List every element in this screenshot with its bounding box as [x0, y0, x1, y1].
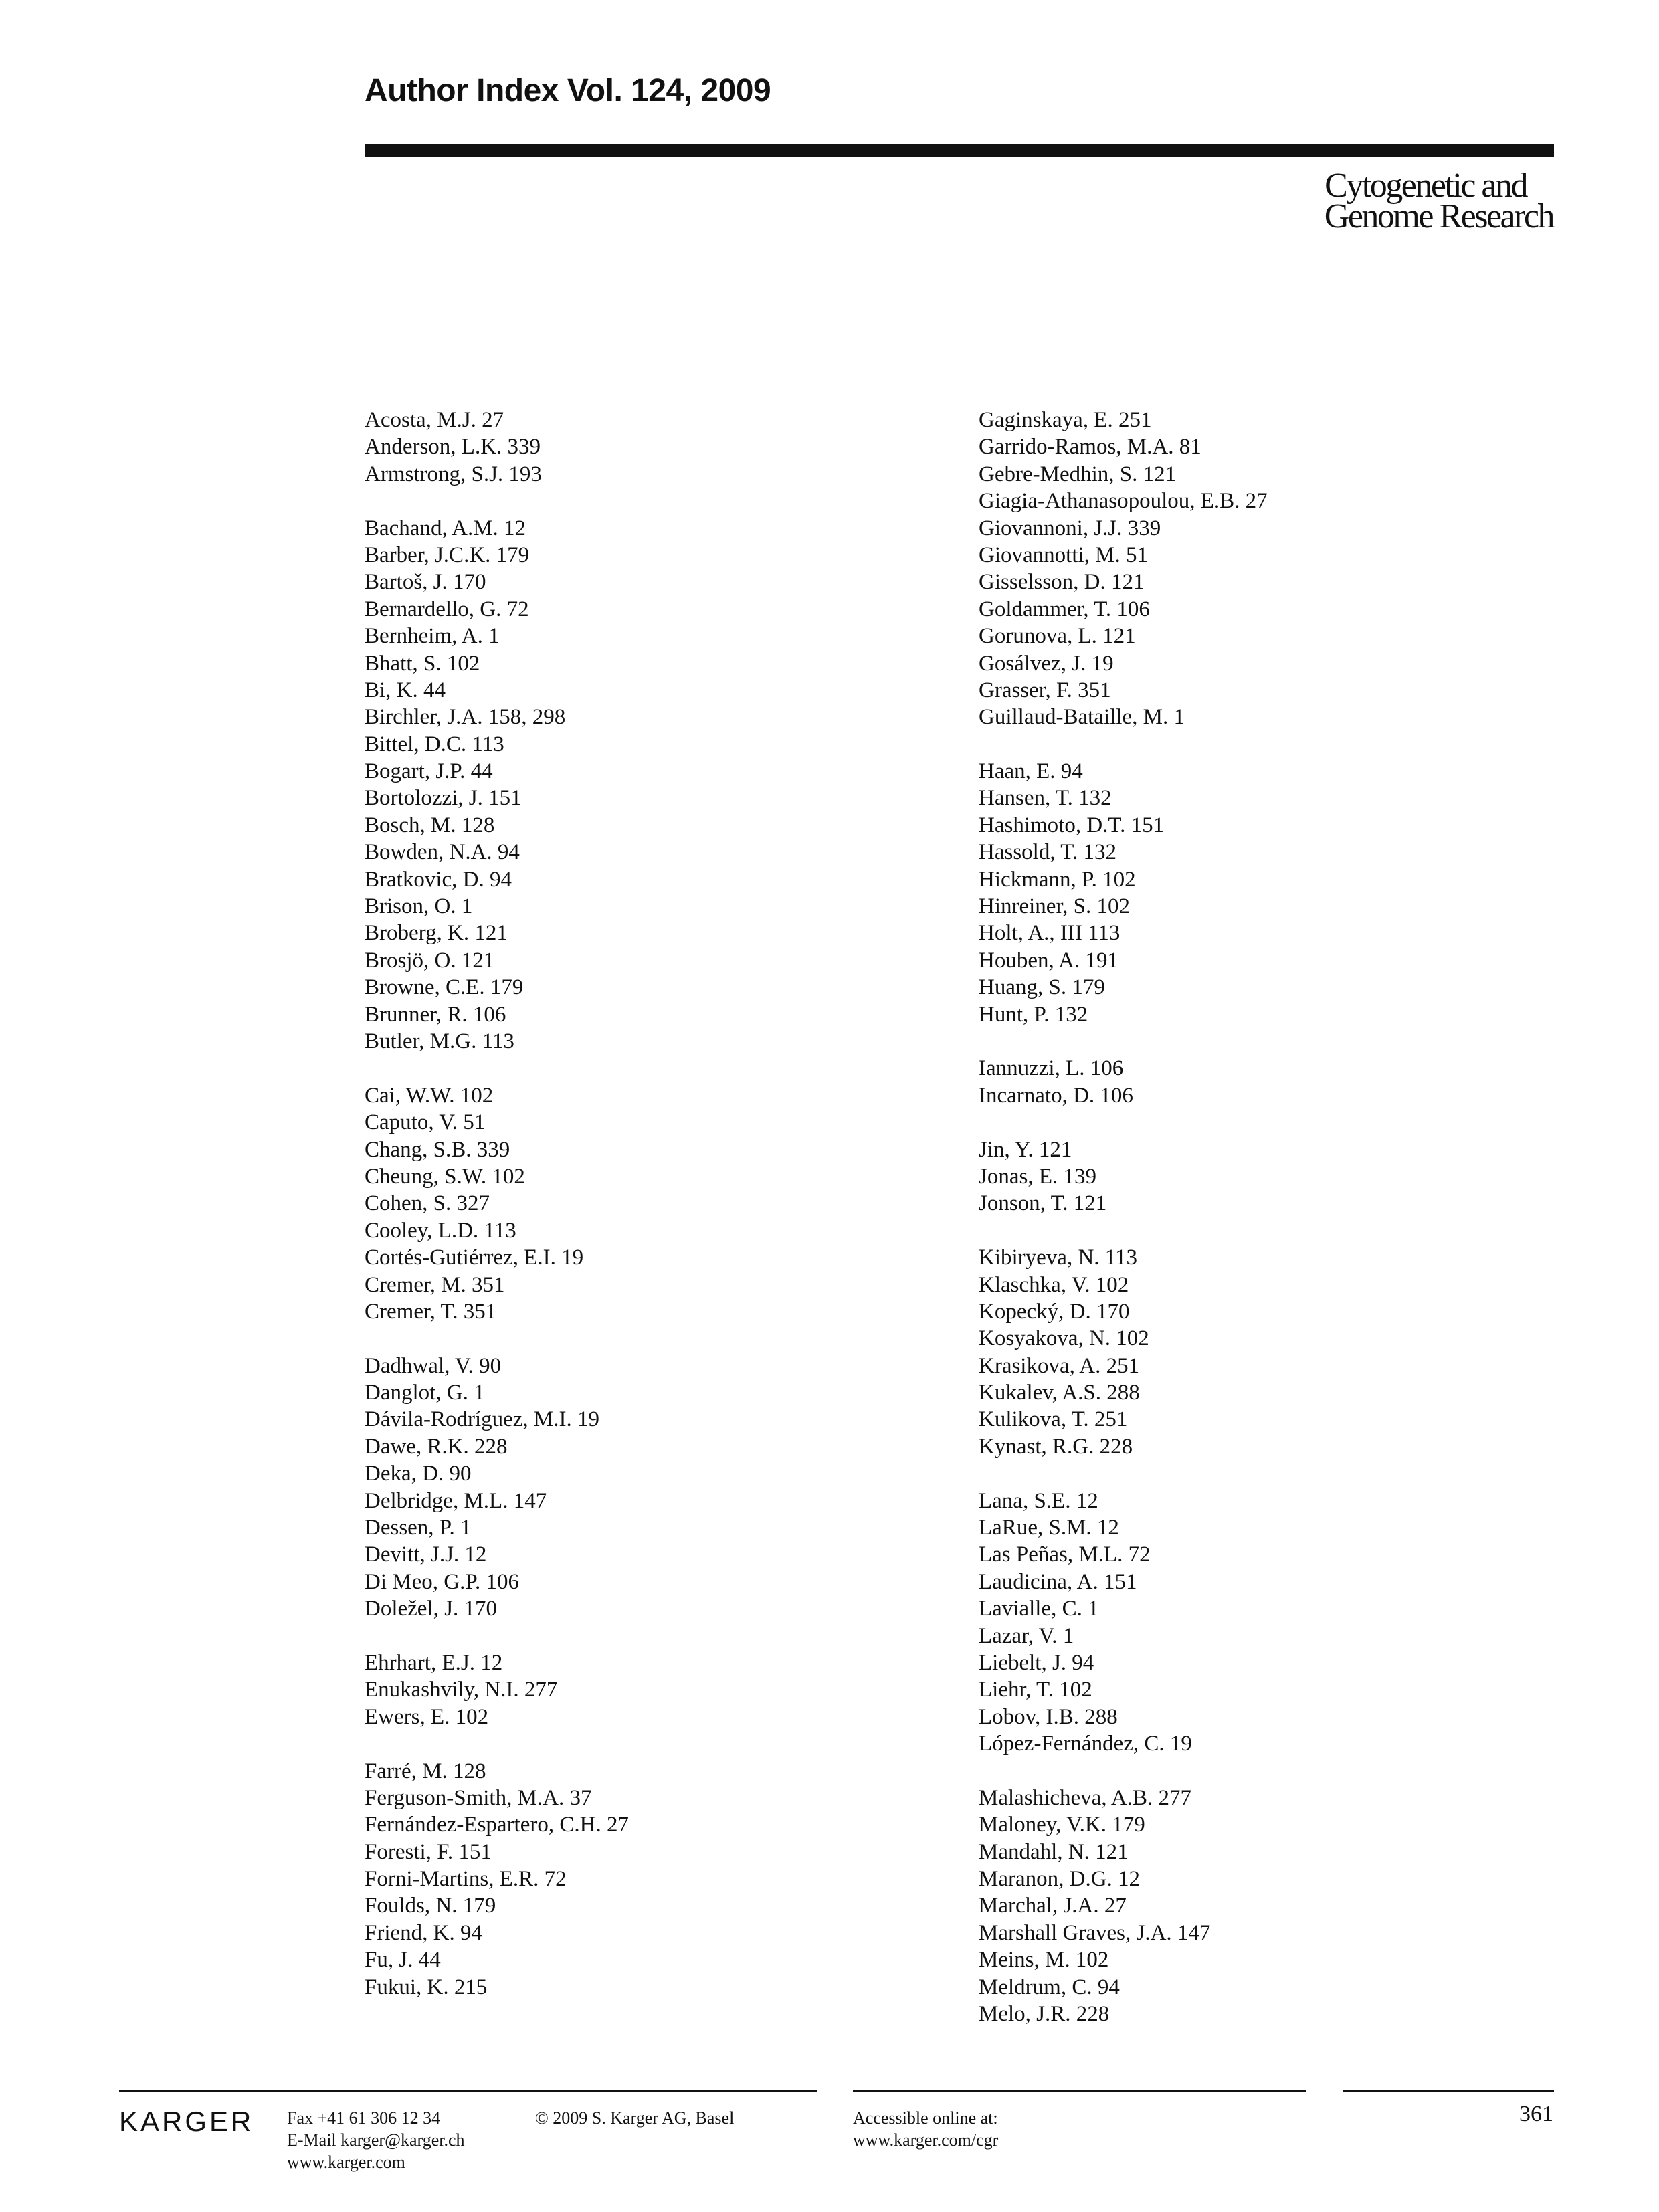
author-entry: Enukashvily, N.I. 277	[365, 1678, 558, 1702]
author-entry: Lavialle, C. 1	[979, 1597, 1099, 1621]
author-entry: Krasikova, A. 251	[979, 1353, 1140, 1378]
author-entry: Las Peñas, M.L. 72	[979, 1542, 1151, 1567]
author-entry: Bortolozzi, J. 151	[365, 786, 522, 811]
author-entry: Gosálvez, J. 19	[979, 651, 1114, 676]
index-letter-group	[365, 407, 953, 488]
index-column-right	[979, 407, 1567, 2055]
author-entry: Foulds, N. 179	[365, 1894, 496, 1918]
author-entry: Guillaud-Bataille, M. 1	[979, 705, 1185, 730]
journal-name-line-2: Genome Research	[1324, 197, 1553, 235]
author-entry: Acosta, M.J. 27	[365, 408, 504, 432]
author-entry: Kosyakova, N. 102	[979, 1326, 1149, 1351]
author-entry: Ewers, E. 102	[365, 1704, 489, 1729]
author-entry: Lana, S.E. 12	[979, 1488, 1098, 1513]
author-entry: Cremer, T. 351	[365, 1299, 497, 1324]
author-entry: Bernardello, G. 72	[365, 597, 529, 621]
author-entry: Anderson, L.K. 339	[365, 435, 541, 460]
index-column-left	[365, 407, 953, 2027]
author-entry: Cortés-Gutiérrez, E.I. 19	[365, 1245, 584, 1270]
author-entry: Dávila-Rodríguez, M.I. 19	[365, 1407, 599, 1432]
journal-logo	[1324, 167, 1553, 235]
title-rule	[365, 144, 1554, 157]
author-entry: Fu, J. 44	[365, 1948, 441, 1973]
index-letter-group	[365, 515, 953, 1055]
author-entry: Hinreiner, S. 102	[979, 894, 1130, 919]
author-entry: Bratkovic, D. 94	[365, 867, 512, 892]
author-entry: Fukui, K. 215	[365, 1975, 488, 1999]
index-letter-group	[979, 1055, 1567, 1109]
author-entry: Hassold, T. 132	[979, 840, 1116, 865]
author-entry: Dawe, R.K. 228	[365, 1434, 508, 1459]
author-entry: Mandahl, N. 121	[979, 1839, 1129, 1864]
footer-rule-left	[119, 2090, 817, 2092]
author-entry: Hickmann, P. 102	[979, 867, 1136, 892]
author-entry: Birchler, J.A. 158, 298	[365, 705, 566, 730]
author-entry: Liehr, T. 102	[979, 1678, 1092, 1702]
author-entry: Bittel, D.C. 113	[365, 732, 504, 757]
author-entry: Gebre-Medhin, S. 121	[979, 462, 1177, 486]
online-access-label: Accessible online at:	[853, 2108, 998, 2128]
author-entry: Brison, O. 1	[365, 894, 473, 919]
author-entry: Gaginskaya, E. 251	[979, 408, 1152, 432]
publisher-contact	[287, 2107, 465, 2173]
author-entry: Gorunova, L. 121	[979, 624, 1136, 649]
online-access-link[interactable]: www.karger.com/cgr	[853, 2130, 999, 2150]
author-entry: Fernández-Espartero, C.H. 27	[365, 1813, 629, 1837]
author-entry: Huang, S. 179	[979, 975, 1105, 1000]
author-entry: Caputo, V. 51	[365, 1110, 486, 1135]
author-entry: Bachand, A.M. 12	[365, 516, 526, 540]
author-entry: Kulikova, T. 251	[979, 1407, 1128, 1432]
author-entry: Gisselsson, D. 121	[979, 570, 1145, 595]
author-entry: Cremer, M. 351	[365, 1272, 505, 1297]
author-entry: Giagia-Athanasopoulou, E.B. 27	[979, 489, 1268, 514]
author-entry: Houben, A. 191	[979, 948, 1118, 973]
author-entry: Ehrhart, E.J. 12	[365, 1650, 503, 1675]
author-entry: Giovannoni, J.J. 339	[979, 516, 1161, 540]
author-entry: Hashimoto, D.T. 151	[979, 813, 1165, 837]
author-entry: Bhatt, S. 102	[365, 651, 480, 676]
copyright-notice: © 2009 S. Karger AG, Basel	[535, 2108, 735, 2128]
author-entry: Kynast, R.G. 228	[979, 1434, 1133, 1459]
index-letter-group	[979, 758, 1567, 1028]
author-entry: Armstrong, S.J. 193	[365, 462, 542, 486]
page-number: 361	[1519, 2102, 1553, 2126]
author-entry: Cohen, S. 327	[365, 1191, 490, 1216]
author-entry: Meins, M. 102	[979, 1948, 1109, 1973]
author-entry: Liebelt, J. 94	[979, 1650, 1094, 1675]
journal-name-line-1: Cytogenetic and	[1325, 167, 1527, 205]
author-entry: Holt, A., III 113	[979, 921, 1120, 946]
footer-rule-right	[1343, 2090, 1554, 2092]
author-entry: Devitt, J.J. 12	[365, 1542, 487, 1567]
index-letter-group	[979, 1136, 1567, 1217]
author-entry: Haan, E. 94	[979, 759, 1083, 784]
author-entry: Di Meo, G.P. 106	[365, 1569, 520, 1594]
page-title: Author Index Vol. 124, 2009	[365, 73, 771, 108]
email-address: E-Mail karger@karger.ch	[287, 2130, 465, 2150]
author-entry: Garrido-Ramos, M.A. 81	[979, 435, 1201, 460]
fax-number: Fax +41 61 306 12 34	[287, 2108, 441, 2128]
author-entry: Deka, D. 90	[365, 1462, 472, 1486]
author-entry: Cheung, S.W. 102	[365, 1164, 525, 1189]
author-entry: Incarnato, D. 106	[979, 1083, 1133, 1108]
author-entry: Jonas, E. 139	[979, 1164, 1096, 1189]
author-entry: Giovannotti, M. 51	[979, 542, 1148, 567]
index-letter-group	[365, 1352, 953, 1623]
author-entry: Ferguson-Smith, M.A. 37	[365, 1785, 592, 1810]
author-entry: Brunner, R. 106	[365, 1002, 506, 1027]
author-entry: Friend, K. 94	[365, 1920, 482, 1945]
author-entry: Browne, C.E. 179	[365, 975, 524, 1000]
author-entry: Bowden, N.A. 94	[365, 840, 520, 865]
author-entry: Jin, Y. 121	[979, 1137, 1072, 1162]
author-entry: Dessen, P. 1	[365, 1516, 472, 1540]
author-entry: Kibiryeva, N. 113	[979, 1245, 1138, 1270]
author-entry: Danglot, G. 1	[365, 1381, 485, 1405]
author-entry: Broberg, K. 121	[365, 921, 508, 946]
index-letter-group	[979, 1244, 1567, 1460]
author-entry: Barber, J.C.K. 179	[365, 542, 530, 567]
author-entry: Meldrum, C. 94	[979, 1975, 1120, 1999]
author-entry: Maranon, D.G. 12	[979, 1867, 1141, 1892]
author-entry: Butler, M.G. 113	[365, 1029, 514, 1053]
index-letter-group	[979, 1785, 1567, 2028]
author-entry: Cai, W.W. 102	[365, 1083, 494, 1108]
author-entry: Bogart, J.P. 44	[365, 759, 493, 784]
footer-rule-middle	[853, 2090, 1306, 2092]
author-entry: Jonson, T. 121	[979, 1191, 1107, 1216]
author-entry: Bartoš, J. 170	[365, 570, 486, 595]
index-letter-group	[979, 407, 1567, 731]
author-entry: Bi, K. 44	[365, 678, 446, 702]
author-entry: Lazar, V. 1	[979, 1623, 1074, 1648]
author-entry: Bernheim, A. 1	[365, 624, 500, 649]
author-entry: Doležel, J. 170	[365, 1597, 497, 1621]
author-entry: Klaschka, V. 102	[979, 1272, 1129, 1297]
index-letter-group	[365, 1758, 953, 2001]
author-entry: Foresti, F. 151	[365, 1839, 492, 1864]
website-link[interactable]: www.karger.com	[287, 2152, 405, 2172]
author-entry: Lobov, I.B. 288	[979, 1704, 1118, 1729]
author-entry: Maloney, V.K. 179	[979, 1813, 1145, 1837]
author-entry: Brosjö, O. 121	[365, 948, 495, 973]
index-letter-group	[365, 1649, 953, 1730]
author-entry: Forni-Martins, E.R. 72	[365, 1867, 567, 1892]
author-entry: Kukalev, A.S. 288	[979, 1381, 1140, 1405]
author-entry: Dadhwal, V. 90	[365, 1353, 502, 1378]
author-entry: Goldammer, T. 106	[979, 597, 1150, 621]
author-entry: Chang, S.B. 339	[365, 1137, 510, 1162]
author-entry: Marshall Graves, J.A. 147	[979, 1920, 1211, 1945]
author-entry: Melo, J.R. 228	[979, 2002, 1110, 2027]
author-entry: Grasser, F. 351	[979, 678, 1111, 702]
author-entry: Cooley, L.D. 113	[365, 1218, 516, 1243]
author-entry: Hunt, P. 132	[979, 1002, 1088, 1027]
author-entry: Hansen, T. 132	[979, 786, 1112, 811]
index-letter-group	[365, 1082, 953, 1326]
author-entry: Malashicheva, A.B. 277	[979, 1785, 1192, 1810]
author-entry: Farré, M. 128	[365, 1758, 486, 1783]
author-entry: Marchal, J.A. 27	[979, 1894, 1127, 1918]
author-entry: Bosch, M. 128	[365, 813, 495, 837]
author-entry: López-Fernández, C. 19	[979, 1732, 1192, 1756]
author-entry: Iannuzzi, L. 106	[979, 1056, 1124, 1081]
author-entry: Kopecký, D. 170	[979, 1299, 1130, 1324]
author-entry: LaRue, S.M. 12	[979, 1516, 1119, 1540]
index-letter-group	[979, 1488, 1567, 1758]
online-access	[853, 2107, 998, 2151]
author-entry: Laudicina, A. 151	[979, 1569, 1137, 1594]
publisher-logo: KARGER	[119, 2106, 254, 2137]
author-entry: Delbridge, M.L. 147	[365, 1488, 547, 1513]
